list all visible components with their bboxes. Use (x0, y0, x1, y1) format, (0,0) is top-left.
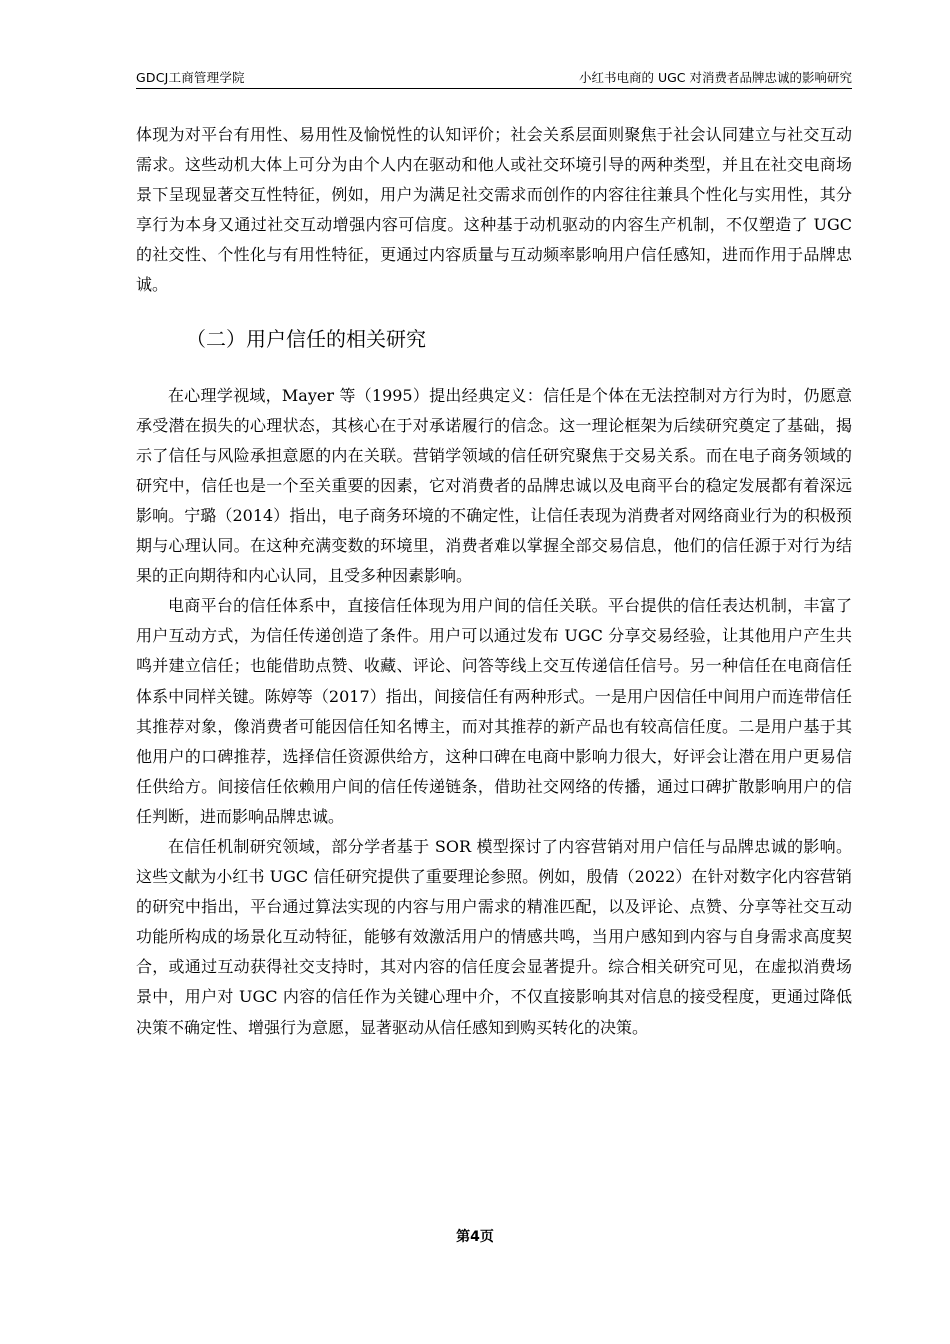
page-number: 第4页 (456, 1229, 494, 1245)
section-heading: （二）用户信任的相关研究 (186, 326, 426, 351)
header-institution: GDCJ工商管理学院 (136, 70, 245, 85)
body-paragraph-continued: 体现为对平台有用性、易用性及愉悦性的认知评价；社会关系层面则聚焦于社会认同建立与社交互动需求。这些动机大体上可分为由个人内在驱动和他人或社交环境引导的两种类型，并且在社交电商场景下呈现显著交互性特征，例如，用户为满足社交需求而创作的内容往往兼具个性化与实用性，其分享行为本身又通过社交互动增强内容可信度。这种基于动机驱动的内容生产机制，不仅塑造了 UGC 的社交性、个性化与有用性特征，更通过内容质量与互动频率影响用户信任感知，进而作用于品牌忠诚。 (136, 125, 852, 295)
body-paragraph: 在心理学视域，Mayer 等（1995）提出经典定义：信任是个体在无法控制对方行为时，仍愿意承受潜在损失的心理状态，其核心在于对承诺履行的信念。这一理论框架为后续研究奠定了基础，揭示了信任与风险承担意愿的内在关联。营销学领域的信任研究聚焦于交易关系。而在电子商务领域的研究中，信任也是一个至关重要的因素，它对消费者的品牌忠诚以及电商平台的稳定发展都有着深远影响。宁璐（2014）指出，电子商务环境的不确定性，让信任表现为消费者对网络商业行为的积极预期与心理认同。在这种充满变数的环境里，消费者难以掌握全部交易信息，他们的信任源于对行为结果的正向期待和内心认同，且受多种因素影响。 (136, 385, 852, 586)
body-paragraph: 在信任机制研究领域，部分学者基于 SOR 模型探讨了内容营销对用户信任与品牌忠诚的影响。这些文献为小红书 UGC 信任研究提供了重要理论参照。例如，殷倩（2022）在针对数字化内容营销的研究中指出，平台通过算法实现的内容与用户需求的精准匹配，以及评论、点赞、分享等社交互动功能所构成的场景化互动特征，能够有效激活用户的情感共鸣，当用户感知到内容与自身需求高度契合，或通过互动获得社交支持时，其对内容的信任度会显著提升。综合相关研究可见，在虚拟消费场景中，用户对 UGC 内容的信任作为关键心理中介，不仅直接影响其对信息的接受程度，更通过降低决策不确定性、增强行为意愿，显著驱动从信任感知到购买转化的决策。 (136, 836, 852, 1037)
page-header (136, 66, 852, 89)
page-content (136, 120, 852, 1043)
body-paragraph: 电商平台的信任体系中，直接信任体现为用户间的信任关联。平台提供的信任表达机制，丰富了用户互动方式，为信任传递创造了条件。用户可以通过发布 UGC 分享交易经验，让其他用户产生共鸣并建立信任；也能借助点赞、收藏、评论、问答等线上交互传递信任信号。另一种信任在电商信任体系中同样关键。陈婷等（2017）指出，间接信任有两种形式。一是用户因信任中间用户而连带信任其推荐对象，像消费者可能因信任知名博主，而对其推荐的新产品也有较高信任度。二是用户基于其他用户的口碑推荐，选择信任资源供给方，这种口碑在电商中影响力很大，好评会让潜在用户更易信任供给方。间接信任依赖用户间的信任传递链条，借助社交网络的传播，通过口碑扩散影响用户的信任判断，进而影响品牌忠诚。 (136, 596, 852, 826)
header-paper-title: 小红书电商的 UGC 对消费者品牌忠诚的影响研究 (578, 70, 852, 85)
